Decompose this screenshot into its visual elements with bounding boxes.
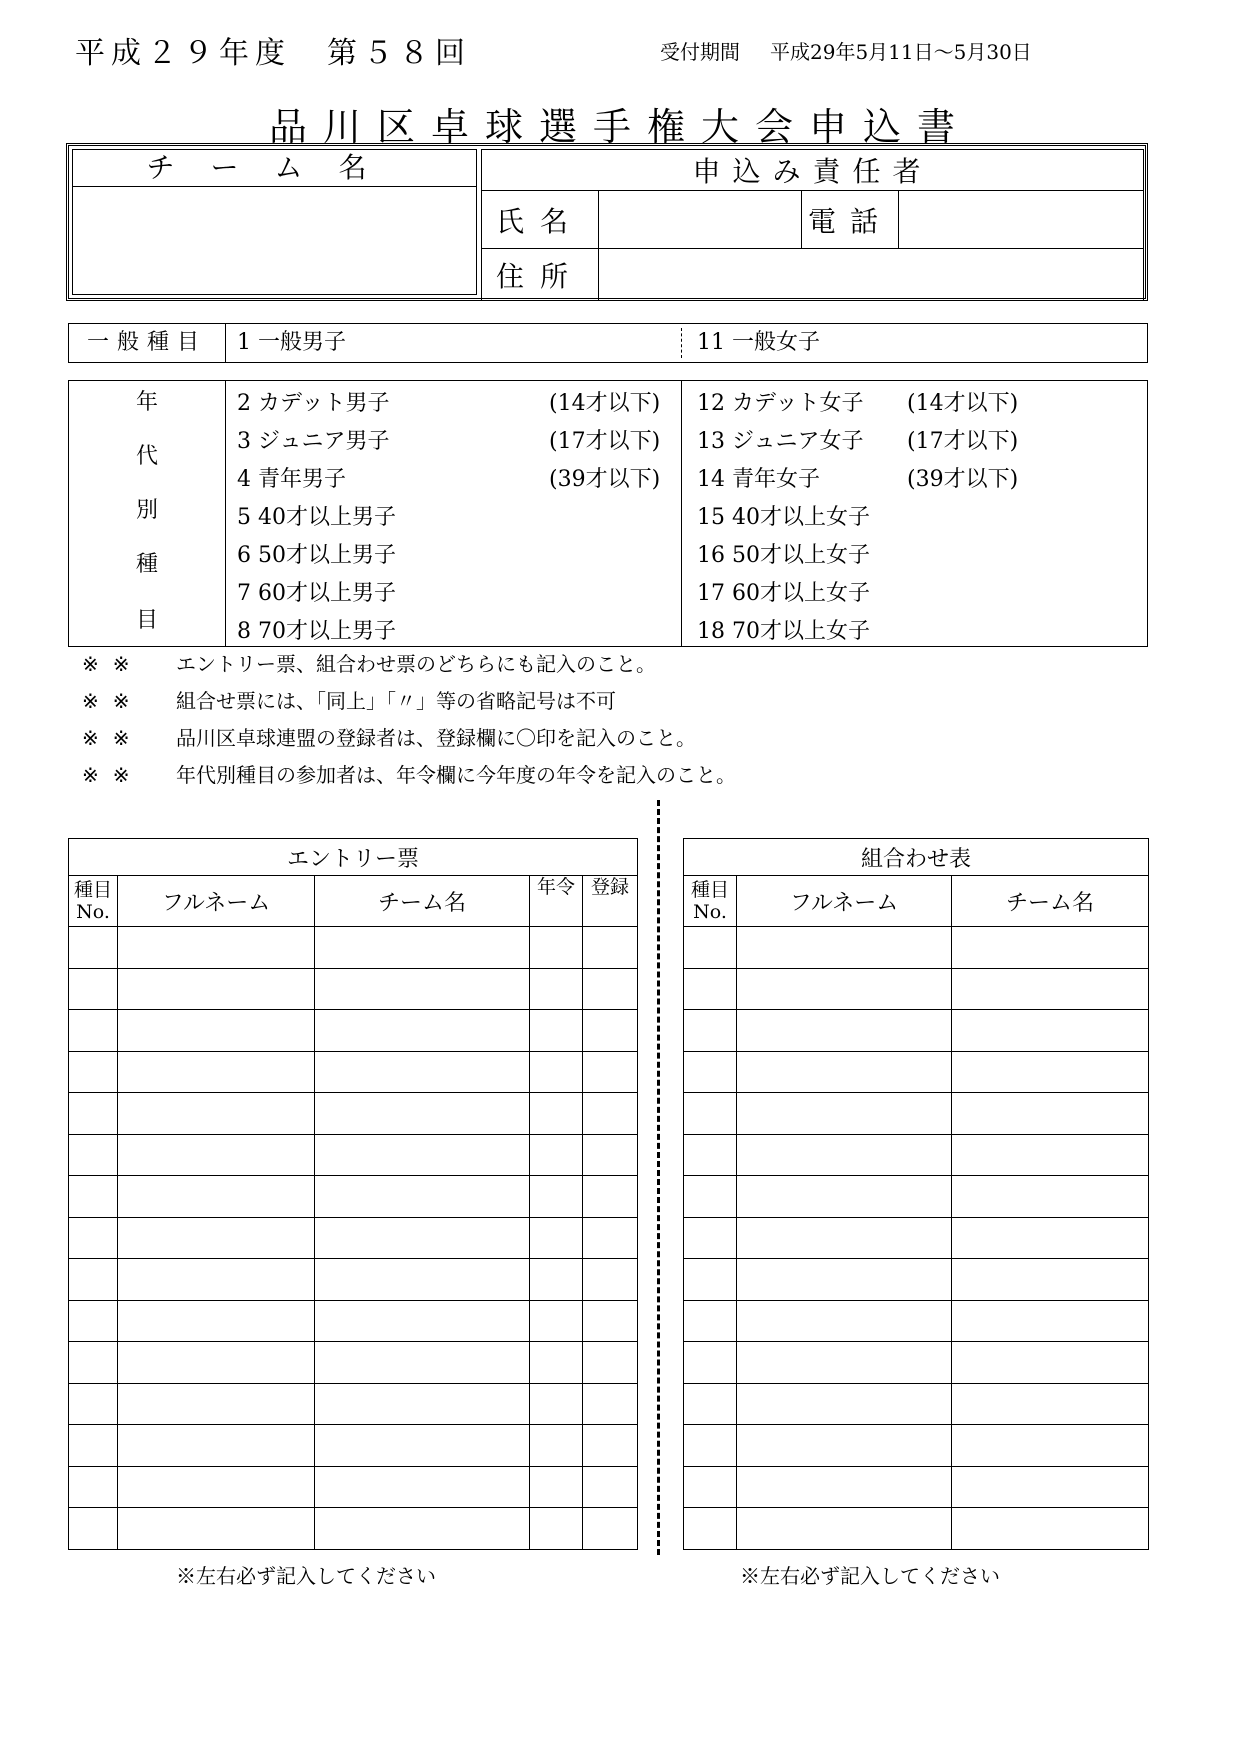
blank-cell[interactable] — [315, 1010, 530, 1052]
blank-cell[interactable] — [952, 1010, 1149, 1052]
table-row — [684, 1259, 1149, 1301]
blank-cell[interactable] — [737, 1425, 952, 1467]
blank-cell[interactable] — [684, 1466, 737, 1508]
blank-cell[interactable] — [583, 1217, 638, 1259]
blank-cell[interactable] — [530, 1508, 583, 1550]
entry-table-caption: エントリー票 — [69, 839, 638, 876]
blank-cell[interactable] — [684, 968, 737, 1010]
age-label-char: 別 — [135, 498, 158, 523]
blank-cell[interactable] — [69, 1010, 118, 1052]
blank-cell[interactable] — [952, 927, 1149, 969]
col-registered: 登録 — [583, 876, 638, 927]
blank-cell[interactable] — [684, 1342, 737, 1384]
table-row — [684, 1176, 1149, 1218]
blank-cell[interactable] — [737, 968, 952, 1010]
blank-cell[interactable] — [315, 1425, 530, 1467]
blank-cell[interactable] — [530, 1342, 583, 1384]
blank-cell[interactable] — [952, 1176, 1149, 1218]
table-row — [684, 968, 1149, 1010]
blank-cell[interactable] — [530, 1176, 583, 1218]
blank-cell[interactable] — [69, 1093, 118, 1135]
blank-cell[interactable] — [315, 1466, 530, 1508]
general-divider — [681, 328, 682, 358]
name-label: 氏名 — [482, 191, 599, 249]
blank-cell[interactable] — [315, 968, 530, 1010]
blank-cell[interactable] — [69, 1300, 118, 1342]
team-name-field[interactable] — [73, 187, 476, 295]
phone-label: 電話 — [802, 191, 899, 249]
table-row — [69, 1093, 638, 1135]
cut-line — [657, 800, 660, 1555]
blank-cell[interactable] — [118, 1176, 315, 1218]
table-row — [684, 927, 1149, 969]
age-label-char: 年 — [135, 390, 158, 415]
blank-cell[interactable] — [952, 968, 1149, 1010]
blank-cell[interactable] — [952, 1508, 1149, 1550]
blank-cell[interactable] — [684, 1383, 737, 1425]
instruction-line: ※※ 品川区卓球連盟の登録者は、登録欄に〇印を記入のこと。 — [82, 726, 696, 750]
blank-cell[interactable] — [952, 1466, 1149, 1508]
name-field[interactable] — [599, 191, 802, 249]
blank-cell[interactable] — [952, 1093, 1149, 1135]
blank-cell[interactable] — [118, 968, 315, 1010]
table-row — [684, 1134, 1149, 1176]
col-event-no: 種目 No. — [684, 876, 737, 927]
blank-cell[interactable] — [69, 1342, 118, 1384]
blank-cell[interactable] — [737, 1342, 952, 1384]
table-row — [684, 1217, 1149, 1259]
table-row — [69, 1300, 638, 1342]
blank-cell[interactable] — [952, 1134, 1149, 1176]
combination-table — [683, 838, 1149, 1550]
blank-cell[interactable] — [684, 1259, 737, 1301]
blank-cell[interactable] — [530, 1010, 583, 1052]
applicant-box — [66, 143, 1148, 301]
col-team: チーム名 — [952, 876, 1149, 927]
blank-cell[interactable] — [118, 1259, 315, 1301]
blank-cell[interactable] — [315, 1176, 530, 1218]
blank-cell[interactable] — [737, 927, 952, 969]
blank-cell[interactable] — [583, 1176, 638, 1218]
list-item: 16 50才以上女子 — [697, 543, 870, 568]
blank-cell[interactable] — [69, 1383, 118, 1425]
blank-cell[interactable] — [583, 927, 638, 969]
table-row — [69, 1176, 638, 1218]
general-events-row — [68, 323, 1148, 363]
blank-cell[interactable] — [315, 1300, 530, 1342]
instruction-line: ※※ エントリー票、組合わせ票のどちらにも記入のこと。 — [82, 652, 656, 676]
blank-cell[interactable] — [684, 1051, 737, 1093]
blank-cell[interactable] — [530, 968, 583, 1010]
blank-cell[interactable] — [69, 1217, 118, 1259]
blank-cell[interactable] — [315, 1051, 530, 1093]
year-round-heading: 平成２９年度 第５８回 — [75, 36, 471, 71]
table-row — [69, 1051, 638, 1093]
table-row — [684, 1383, 1149, 1425]
blank-cell[interactable] — [952, 1217, 1149, 1259]
table-row — [69, 1010, 638, 1052]
general-female-event: 11 一般女子 — [697, 330, 820, 355]
blank-cell[interactable] — [530, 1383, 583, 1425]
col-age: 年令 — [530, 876, 583, 927]
blank-cell[interactable] — [737, 1217, 952, 1259]
blank-cell[interactable] — [737, 1010, 952, 1052]
blank-cell[interactable] — [583, 1466, 638, 1508]
blank-cell[interactable] — [69, 1134, 118, 1176]
blank-cell[interactable] — [118, 1425, 315, 1467]
table-row — [684, 1093, 1149, 1135]
blank-cell[interactable] — [583, 1300, 638, 1342]
blank-cell[interactable] — [530, 1300, 583, 1342]
instruction-line: ※※ 組合せ票には、「同上」「〃」等の省略記号は不可 — [82, 689, 616, 713]
blank-cell[interactable] — [118, 1134, 315, 1176]
age-events-label — [69, 381, 226, 646]
blank-cell[interactable] — [737, 1466, 952, 1508]
blank-cell[interactable] — [952, 1383, 1149, 1425]
table-row — [69, 968, 638, 1010]
blank-cell[interactable] — [315, 1134, 530, 1176]
blank-cell[interactable] — [69, 1259, 118, 1301]
blank-cell[interactable] — [118, 1383, 315, 1425]
blank-cell[interactable] — [737, 1508, 952, 1550]
blank-cell[interactable] — [118, 927, 315, 969]
blank-cell[interactable] — [315, 1259, 530, 1301]
table-row — [684, 1466, 1149, 1508]
blank-cell[interactable] — [315, 1342, 530, 1384]
list-item: 18 70才以上女子 — [697, 619, 870, 644]
blank-cell[interactable] — [737, 1259, 952, 1301]
table-row — [69, 1425, 638, 1467]
col-event-no: 種目 No. — [69, 876, 118, 927]
address-label: 住所 — [482, 249, 599, 301]
blank-cell[interactable] — [118, 1217, 315, 1259]
team-name-header: チーム名 — [73, 150, 476, 187]
blank-cell[interactable] — [530, 1217, 583, 1259]
blank-cell[interactable] — [737, 1134, 952, 1176]
age-label-char: 目 — [135, 608, 158, 633]
table-row — [684, 1010, 1149, 1052]
blank-cell[interactable] — [684, 1300, 737, 1342]
blank-cell[interactable] — [583, 1259, 638, 1301]
blank-cell[interactable] — [952, 1300, 1149, 1342]
blank-cell[interactable] — [530, 1093, 583, 1135]
table-row — [69, 927, 638, 969]
col-fullname: フルネーム — [118, 876, 315, 927]
blank-cell[interactable] — [952, 1259, 1149, 1301]
blank-cell[interactable] — [118, 1051, 315, 1093]
blank-cell[interactable] — [530, 1134, 583, 1176]
blank-cell[interactable] — [315, 1093, 530, 1135]
blank-cell[interactable] — [530, 1259, 583, 1301]
blank-cell[interactable] — [737, 1176, 952, 1218]
combination-footnote: ※左右必ず記入してください — [740, 1564, 1000, 1588]
blank-cell[interactable] — [952, 1051, 1149, 1093]
blank-cell[interactable] — [737, 1051, 952, 1093]
list-item: 14 青年女子 (39才以下) — [697, 467, 1019, 492]
blank-cell[interactable] — [583, 1342, 638, 1384]
blank-cell[interactable] — [118, 1466, 315, 1508]
table-row — [69, 1508, 638, 1550]
blank-cell[interactable] — [583, 1093, 638, 1135]
blank-cell[interactable] — [583, 968, 638, 1010]
blank-cell[interactable] — [69, 1466, 118, 1508]
blank-cell[interactable] — [583, 1383, 638, 1425]
table-row — [69, 1217, 638, 1259]
page-title: 品川区卓球選手権大会申込書 — [268, 105, 971, 149]
reception-period — [660, 36, 1032, 65]
list-item: 6 50才以上男子 — [237, 543, 396, 568]
table-row — [684, 1342, 1149, 1384]
col-fullname: フルネーム — [737, 876, 952, 927]
responsible-header: 申込み責任者 — [482, 150, 1144, 191]
blank-cell[interactable] — [69, 1508, 118, 1550]
blank-cell[interactable] — [583, 1134, 638, 1176]
blank-cell[interactable] — [684, 927, 737, 969]
blank-cell[interactable] — [69, 968, 118, 1010]
responsible-section — [481, 149, 1144, 295]
blank-cell[interactable] — [684, 1176, 737, 1218]
col-team: チーム名 — [315, 876, 530, 927]
table-row — [69, 1383, 638, 1425]
blank-cell[interactable] — [684, 1217, 737, 1259]
blank-cell[interactable] — [684, 1093, 737, 1135]
blank-cell[interactable] — [315, 1508, 530, 1550]
phone-field[interactable] — [899, 191, 1144, 249]
list-item: 17 60才以上女子 — [697, 581, 870, 606]
blank-cell[interactable] — [315, 927, 530, 969]
table-row — [684, 1508, 1149, 1550]
blank-cell[interactable] — [684, 1508, 737, 1550]
blank-cell[interactable] — [737, 1383, 952, 1425]
list-item: 15 40才以上女子 — [697, 505, 870, 530]
blank-cell[interactable] — [118, 1300, 315, 1342]
list-item: 3 ジュニア男子 (17才以下) — [237, 429, 661, 454]
age-female-list — [697, 385, 1019, 651]
blank-cell[interactable] — [684, 1134, 737, 1176]
table-row — [69, 1342, 638, 1384]
general-events-label: 一般種目 — [69, 324, 226, 362]
reception-dates: 平成29年5月11日～5月30日 — [770, 40, 1032, 64]
blank-cell[interactable] — [684, 1010, 737, 1052]
age-label-char: 代 — [135, 444, 158, 469]
instruction-line: ※※ 年代別種目の参加者は、年令欄に今年度の年令を記入のこと。 — [82, 763, 736, 787]
age-label-char: 種 — [135, 552, 158, 577]
blank-cell[interactable] — [315, 1383, 530, 1425]
blank-cell[interactable] — [69, 927, 118, 969]
list-item: 2 カデット男子 (14才以下) — [237, 391, 661, 416]
list-item: 13 ジュニア女子 (17才以下) — [697, 429, 1019, 454]
table-row — [69, 1259, 638, 1301]
address-field[interactable] — [599, 249, 1144, 301]
table-row — [69, 1466, 638, 1508]
entry-table — [68, 838, 638, 1550]
blank-cell[interactable] — [952, 1425, 1149, 1467]
list-item: 12 カデット女子 (14才以下) — [697, 391, 1019, 416]
age-events-box — [68, 380, 1148, 647]
blank-cell[interactable] — [315, 1217, 530, 1259]
blank-cell[interactable] — [583, 1508, 638, 1550]
blank-cell[interactable] — [118, 1508, 315, 1550]
blank-cell[interactable] — [69, 1176, 118, 1218]
blank-cell[interactable] — [583, 1010, 638, 1052]
blank-cell[interactable] — [684, 1425, 737, 1467]
blank-cell[interactable] — [118, 1342, 315, 1384]
team-name-section — [72, 149, 477, 295]
combination-table-caption: 組合わせ表 — [684, 839, 1149, 876]
instructions — [82, 646, 736, 794]
blank-cell[interactable] — [952, 1342, 1149, 1384]
blank-cell[interactable] — [530, 1466, 583, 1508]
blank-cell[interactable] — [583, 1051, 638, 1093]
list-item: 5 40才以上男子 — [237, 505, 396, 530]
reception-label: 受付期間 — [660, 40, 740, 64]
entry-footnote: ※左右必ず記入してください — [176, 1564, 436, 1588]
age-male-list — [237, 385, 661, 651]
blank-cell[interactable] — [69, 1051, 118, 1093]
blank-cell[interactable] — [530, 1425, 583, 1467]
age-divider — [681, 381, 682, 646]
blank-cell[interactable] — [530, 1051, 583, 1093]
blank-cell[interactable] — [69, 1425, 118, 1467]
blank-cell[interactable] — [118, 1093, 315, 1135]
table-row — [69, 1134, 638, 1176]
table-row — [684, 1051, 1149, 1093]
list-item: 4 青年男子 (39才以下) — [237, 467, 661, 492]
blank-cell[interactable] — [737, 1093, 952, 1135]
list-item: 8 70才以上男子 — [237, 619, 396, 644]
blank-cell[interactable] — [583, 1425, 638, 1467]
general-male-event: 1 一般男子 — [237, 330, 346, 355]
blank-cell[interactable] — [118, 1010, 315, 1052]
blank-cell[interactable] — [530, 927, 583, 969]
table-row — [684, 1425, 1149, 1467]
list-item: 7 60才以上男子 — [237, 581, 396, 606]
table-row — [684, 1300, 1149, 1342]
blank-cell[interactable] — [737, 1300, 952, 1342]
